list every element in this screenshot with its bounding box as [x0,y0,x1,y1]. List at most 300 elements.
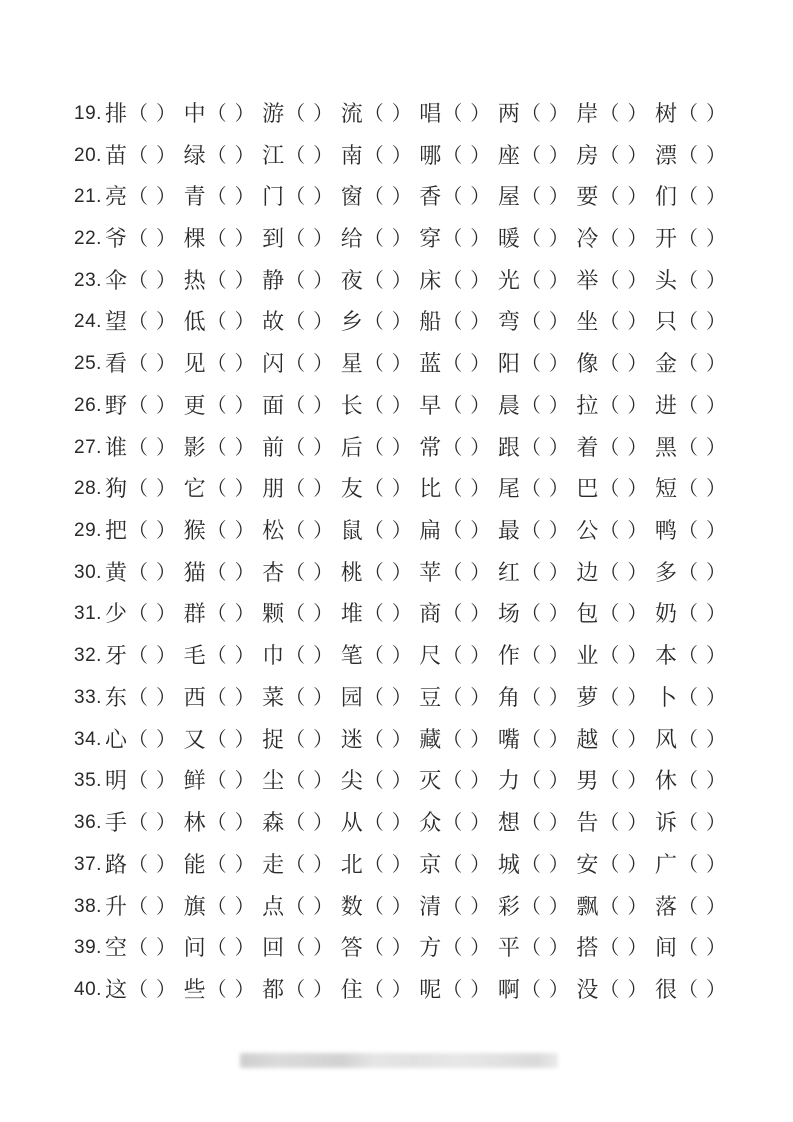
char-blank-unit [654,434,726,460]
char-blank-unit [340,392,412,418]
character: 早 [419,392,442,418]
char-blank-unit [262,353,333,375]
open-paren: （ [442,853,463,876]
character: 没 [576,976,599,1002]
char-blank-unit [340,434,412,460]
char-blank-unit [419,228,490,250]
char-blank-unit [105,684,177,710]
character: 呢 [419,976,442,1002]
character: 望 [105,309,128,335]
exercise-row [74,343,726,385]
open-paren: （ [599,978,620,1001]
close-paren: ） [627,436,648,459]
close-paren: ） [548,937,569,960]
char-blank-unit [262,684,334,710]
open-paren: （ [128,770,149,793]
char-blank-unit [498,603,569,625]
close-paren: ） [470,478,491,501]
open-paren: （ [285,102,306,125]
char-blank-unit [576,228,647,250]
exercise-row [74,677,726,719]
close-paren: ） [234,478,255,501]
character: 面 [262,392,285,418]
char-blank-unit [105,100,177,126]
close-paren: ） [627,561,648,584]
close-paren: ） [627,728,648,751]
char-blank-unit [262,142,334,168]
character: 窗 [340,184,363,210]
char-blank-unit [105,770,176,792]
char-blank-unit [419,893,491,919]
open-paren: （ [206,394,227,417]
close-paren: ） [470,561,491,584]
close-paren: ） [391,853,412,876]
open-paren: （ [677,603,698,626]
char-blank-unit [576,353,647,375]
char-blank-unit [262,478,333,500]
close-paren: ） [156,353,177,376]
open-paren: （ [442,102,463,125]
char-blank-unit [262,311,333,333]
open-paren: （ [128,478,149,501]
close-paren: ） [156,436,177,459]
char-blank-unit [183,559,255,585]
character: 黑 [654,434,677,460]
char-blank-unit [184,520,255,542]
open-paren: （ [128,228,149,251]
open-paren: （ [599,269,620,292]
character: 江 [262,142,285,168]
close-paren: ） [391,978,412,1001]
character: 闪 [262,351,285,377]
open-paren: （ [128,686,149,709]
char-blank-unit [655,228,726,250]
char-blank-unit [655,645,726,667]
row-units [105,353,726,375]
char-blank-unit [498,478,569,500]
character: 岸 [576,100,599,126]
close-paren: ） [156,603,177,626]
character: 阳 [497,351,520,377]
close-paren: ） [470,686,491,709]
open-paren: （ [285,353,306,376]
close-paren: ） [313,686,334,709]
open-paren: （ [677,853,698,876]
close-paren: ） [470,603,491,626]
exercise-list [74,93,726,1011]
close-paren: ） [705,186,726,209]
open-paren: （ [677,228,698,251]
open-paren: （ [520,603,541,626]
open-paren: （ [599,353,620,376]
character: 苗 [105,142,128,168]
open-paren: （ [128,144,149,167]
char-blank-unit [419,478,490,500]
close-paren: ） [391,520,412,543]
char-blank-unit [654,684,726,710]
char-blank-unit [262,100,334,126]
open-paren: （ [677,812,698,835]
char-blank-unit [184,478,255,500]
character: 豆 [419,684,442,710]
close-paren: ） [391,269,412,292]
close-paren: ） [470,394,491,417]
close-paren: ） [234,978,255,1001]
character: 更 [183,392,206,418]
open-paren: （ [128,311,149,334]
char-blank-unit [497,267,569,293]
close-paren: ） [156,770,177,793]
close-paren: ） [234,937,255,960]
character: 见 [183,351,206,377]
close-paren: ） [234,812,255,835]
close-paren: ） [156,978,177,1001]
open-paren: （ [363,812,384,835]
open-paren: （ [363,478,384,501]
row-units [105,603,726,625]
open-paren: （ [599,144,620,167]
character: 答 [340,935,363,961]
close-paren: ） [705,144,726,167]
close-paren: ） [313,895,334,918]
char-blank-unit [419,186,490,208]
char-blank-unit [576,100,648,126]
row-number: 37. [74,853,102,875]
character: 问 [183,935,206,961]
char-blank-unit [576,645,647,667]
row-units [105,645,726,667]
open-paren: （ [520,478,541,501]
close-paren: ） [391,603,412,626]
close-paren: ） [548,102,569,125]
char-blank-unit [184,603,255,625]
open-paren: （ [285,770,306,793]
char-blank-unit [105,726,177,752]
open-paren: （ [363,394,384,417]
char-blank-unit [419,142,491,168]
row-units [105,478,726,500]
open-paren: （ [206,603,227,626]
exercise-row [74,802,726,844]
char-blank-unit [341,520,412,542]
open-paren: （ [363,603,384,626]
character: 黄 [105,559,128,585]
close-paren: ） [313,520,334,543]
close-paren: ） [234,645,255,668]
char-blank-unit [184,770,255,792]
close-paren: ） [548,645,569,668]
char-blank-unit [576,851,648,877]
close-paren: ） [548,561,569,584]
open-paren: （ [128,853,149,876]
character: 牙 [105,643,128,669]
character: 能 [183,851,206,877]
char-blank-unit [183,726,255,752]
open-paren: （ [285,436,306,459]
char-blank-unit [183,267,255,293]
char-blank-unit [497,976,569,1002]
character: 故 [262,309,285,335]
character: 屋 [497,184,520,210]
char-blank-unit [262,645,333,667]
character: 光 [497,267,520,293]
open-paren: （ [206,520,227,543]
character: 众 [419,810,442,836]
close-paren: ） [234,311,255,334]
char-blank-unit [341,770,412,792]
row-units [105,434,726,460]
character: 安 [576,851,599,877]
open-paren: （ [677,686,698,709]
character: 方 [419,935,442,961]
open-paren: （ [520,144,541,167]
open-paren: （ [599,394,620,417]
character: 漂 [654,142,677,168]
char-blank-unit [655,520,726,542]
open-paren: （ [363,269,384,292]
character: 要 [576,184,599,210]
open-paren: （ [677,895,698,918]
row-number: 40. [74,978,102,1000]
character: 很 [654,976,677,1002]
char-blank-unit [498,770,569,792]
row-units [105,267,726,293]
open-paren: （ [206,686,227,709]
character: 进 [654,392,677,418]
char-blank-unit [262,976,334,1002]
character: 晨 [497,392,520,418]
close-paren: ） [156,269,177,292]
open-paren: （ [128,102,149,125]
character: 游 [262,100,285,126]
close-paren: ） [627,186,648,209]
char-blank-unit [262,726,334,752]
character: 尘 [262,768,285,794]
close-paren: ） [548,144,569,167]
open-paren: （ [206,853,227,876]
close-paren: ） [627,770,648,793]
close-paren: ） [313,436,334,459]
open-paren: （ [206,937,227,960]
open-paren: （ [520,895,541,918]
char-blank-unit [419,392,491,418]
close-paren: ） [313,978,334,1001]
open-paren: （ [285,895,306,918]
close-paren: ） [234,102,255,125]
open-paren: （ [285,269,306,292]
open-paren: （ [677,269,698,292]
character: 夜 [340,267,363,293]
close-paren: ） [548,770,569,793]
close-paren: ） [391,353,412,376]
character: 东 [105,684,128,710]
close-paren: ） [705,603,726,626]
char-blank-unit [419,311,490,333]
char-blank-unit [105,228,176,250]
char-blank-unit [341,645,412,667]
char-blank-unit [183,100,255,126]
char-blank-unit [497,851,569,877]
open-paren: （ [285,311,306,334]
close-paren: ） [156,812,177,835]
open-paren: （ [520,561,541,584]
open-paren: （ [285,603,306,626]
open-paren: （ [599,436,620,459]
close-paren: ） [548,353,569,376]
close-paren: ） [313,770,334,793]
open-paren: （ [442,770,463,793]
row-number: 39. [74,937,102,959]
close-paren: ） [156,394,177,417]
char-blank-unit [341,812,412,834]
close-paren: ） [313,144,334,167]
close-paren: ） [705,812,726,835]
close-paren: ） [705,311,726,334]
character: 流 [340,100,363,126]
open-paren: （ [599,728,620,751]
open-paren: （ [599,645,620,668]
char-blank-unit [105,937,176,959]
close-paren: ） [470,895,491,918]
character: 到 [262,226,285,252]
open-paren: （ [128,561,149,584]
char-blank-unit [576,976,648,1002]
character: 作 [497,643,520,669]
close-paren: ） [470,436,491,459]
char-blank-unit [341,186,412,208]
char-blank-unit [341,353,412,375]
close-paren: ） [470,770,491,793]
close-paren: ） [470,728,491,751]
open-paren: （ [677,520,698,543]
char-blank-unit [419,937,490,959]
close-paren: ） [548,186,569,209]
close-paren: ） [313,561,334,584]
character: 树 [654,100,677,126]
close-paren: ） [391,186,412,209]
close-paren: ） [627,394,648,417]
row-number: 33. [74,686,102,708]
open-paren: （ [599,812,620,835]
exercise-row [74,302,726,344]
close-paren: ） [156,645,177,668]
open-paren: （ [520,269,541,292]
character: 间 [654,935,677,961]
open-paren: （ [363,520,384,543]
close-paren: ） [313,353,334,376]
character: 野 [105,392,128,418]
open-paren: （ [599,853,620,876]
char-blank-unit [184,228,255,250]
char-blank-unit [498,311,569,333]
character: 颗 [262,601,285,627]
open-paren: （ [128,895,149,918]
exercise-row [74,719,726,761]
char-blank-unit [105,392,177,418]
row-number: 26. [74,394,102,416]
character: 朋 [262,476,285,502]
character: 比 [419,476,442,502]
character: 平 [497,935,520,961]
open-paren: （ [599,937,620,960]
character: 短 [654,476,677,502]
open-paren: （ [206,228,227,251]
char-blank-unit [576,893,648,919]
close-paren: ） [156,186,177,209]
char-blank-unit [184,645,255,667]
open-paren: （ [128,436,149,459]
close-paren: ） [627,937,648,960]
character: 蓝 [419,351,442,377]
close-paren: ） [391,311,412,334]
close-paren: ） [391,436,412,459]
character: 路 [105,851,128,877]
char-blank-unit [654,893,726,919]
exercise-row [74,552,726,594]
character: 后 [340,434,363,460]
open-paren: （ [363,937,384,960]
close-paren: ） [470,812,491,835]
open-paren: （ [442,144,463,167]
close-paren: ） [391,812,412,835]
character: 船 [419,309,442,335]
open-paren: （ [363,144,384,167]
char-blank-unit [262,893,334,919]
character: 旗 [183,893,206,919]
character: 园 [340,684,363,710]
char-blank-unit [498,812,569,834]
close-paren: ） [548,269,569,292]
close-paren: ） [548,812,569,835]
character: 城 [497,851,520,877]
character: 风 [654,726,677,752]
character: 笔 [340,643,363,669]
open-paren: （ [599,770,620,793]
close-paren: ） [156,686,177,709]
row-number: 32. [74,645,102,667]
character: 静 [262,267,285,293]
row-number: 30. [74,561,102,583]
open-paren: （ [442,561,463,584]
close-paren: ） [705,394,726,417]
close-paren: ） [627,853,648,876]
char-blank-unit [576,684,648,710]
blurred-watermark [240,1053,558,1068]
row-number: 27. [74,436,102,458]
open-paren: （ [363,686,384,709]
character: 想 [497,810,520,836]
char-blank-unit [105,478,176,500]
open-paren: （ [520,436,541,459]
char-blank-unit [654,559,726,585]
character: 绿 [183,142,206,168]
character: 告 [576,810,599,836]
char-blank-unit [654,726,726,752]
char-blank-unit [184,311,255,333]
row-number: 29. [74,520,102,542]
open-paren: （ [677,478,698,501]
close-paren: ） [234,186,255,209]
character: 尾 [497,476,520,502]
character: 鼠 [340,518,363,544]
close-paren: ） [234,895,255,918]
char-blank-unit [654,142,726,168]
character: 心 [105,726,128,752]
character: 给 [340,226,363,252]
close-paren: ） [705,561,726,584]
open-paren: （ [520,645,541,668]
char-blank-unit [262,267,334,293]
